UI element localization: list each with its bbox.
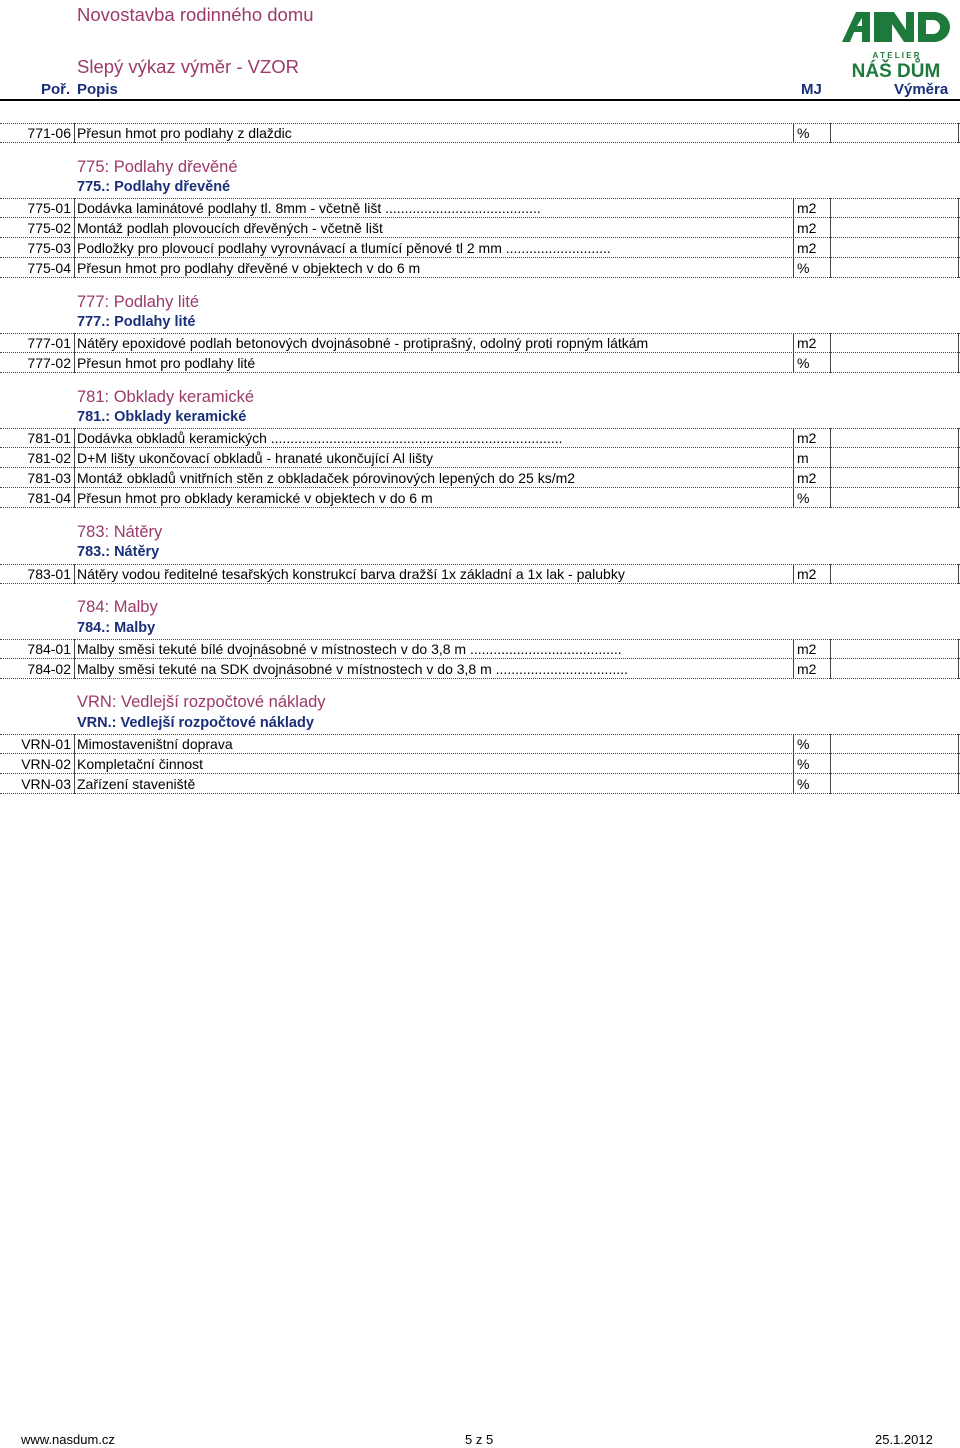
item-code: 775-01 <box>27 200 71 216</box>
item-code: VRN-01 <box>21 736 71 752</box>
item-description: Dodávka laminátové podlahy tl. 8mm - včetně lišt ........................................ <box>77 200 541 216</box>
item-code: VRN-03 <box>21 776 71 792</box>
section-subtitle: VRN.: Vedlejší rozpočtové náklady <box>77 715 314 731</box>
logo-nas-dum-text: NÁŠ DŮM <box>851 61 941 82</box>
item-unit: % <box>797 776 810 792</box>
table-row <box>0 754 960 774</box>
item-code: 784-02 <box>27 661 71 677</box>
item-unit: % <box>797 355 810 371</box>
item-unit: m2 <box>797 430 817 446</box>
table-row <box>0 258 960 278</box>
item-unit: m2 <box>797 200 817 216</box>
item-unit: m2 <box>797 566 817 582</box>
item-code: 781-03 <box>27 470 71 486</box>
item-description: Podložky pro plovoucí podlahy vyrovnávací a tlumící pěnové tl 2 mm ........................... <box>77 240 611 256</box>
item-description: Malby směsi tekuté na SDK dvojnásobné v místnostech v do 3,8 m .................................. <box>77 661 628 677</box>
table-row <box>0 639 960 659</box>
item-code: 781-02 <box>27 450 71 466</box>
table-row <box>0 774 960 794</box>
item-description: Přesun hmot pro obklady keramické v objektech v do 6 m <box>77 490 433 506</box>
section-title: 775: Podlahy dřevěné <box>77 158 238 176</box>
item-unit: % <box>797 260 810 276</box>
document-title: Novostavba rodinného domu <box>77 4 314 25</box>
atelier-nas-dum-logo <box>840 10 952 82</box>
table-row <box>0 238 960 258</box>
item-unit: m2 <box>797 240 817 256</box>
item-unit: % <box>797 756 810 772</box>
table-row <box>0 488 960 508</box>
item-unit: % <box>797 736 810 752</box>
item-unit: m2 <box>797 641 817 657</box>
table-row <box>0 333 960 353</box>
table-row <box>0 659 960 679</box>
section-title: 781: Obklady keramické <box>77 388 254 406</box>
item-description: Montáž podlah plovoucích dřevěných - včetně lišt <box>77 220 383 236</box>
item-code: 775-03 <box>27 240 71 256</box>
item-unit: m <box>797 450 809 466</box>
item-code: 781-01 <box>27 430 71 446</box>
col-header-por: Poř. <box>41 81 71 98</box>
item-description: Zařízení staveniště <box>77 776 196 792</box>
item-code: VRN-02 <box>21 756 71 772</box>
section-subtitle: 783.: Nátěry <box>77 544 160 560</box>
section-subtitle: 784.: Malby <box>77 620 156 636</box>
section-title: 784: Malby <box>77 598 158 616</box>
item-unit: % <box>797 490 810 506</box>
section-title: VRN: Vedlejší rozpočtové náklady <box>77 693 326 711</box>
table-row <box>0 564 960 584</box>
item-description: Malby směsi tekuté bílé dvojnásobné v místnostech v do 3,8 m ....................................... <box>77 641 622 657</box>
logo-atelier-text: A T E L I E R <box>872 51 920 60</box>
document-subtitle: Slepý výkaz výměr - VZOR <box>77 56 300 77</box>
item-description: D+M lišty ukončovací obkladů - hranaté ukončující Al lišty <box>77 450 434 466</box>
item-description: Přesun hmot pro podlahy z dlaždic <box>77 125 292 141</box>
footer-website: www.nasdum.cz <box>21 1432 115 1447</box>
item-code: 775-02 <box>27 220 71 236</box>
item-unit: m2 <box>797 335 817 351</box>
item-code: 775-04 <box>27 260 71 276</box>
item-description: Přesun hmot pro podlahy dřevěné v objektech v do 6 m <box>77 260 421 276</box>
item-unit: m2 <box>797 470 817 486</box>
section-title: 777: Podlahy lité <box>77 293 200 311</box>
item-code: 781-04 <box>27 490 71 506</box>
table-row <box>0 218 960 238</box>
section-subtitle: 777.: Podlahy lité <box>77 314 196 330</box>
section-subtitle: 781.: Obklady keramické <box>77 409 247 425</box>
item-description: Mimostaveništní doprava <box>77 736 233 752</box>
section-title: 783: Nátěry <box>77 523 163 541</box>
item-code: 771-06 <box>27 125 71 141</box>
item-description: Montáž obkladů vnitřních stěn z obkladaček pórovinových lepených do 25 ks/m2 <box>77 470 576 486</box>
section-subtitle: 775.: Podlahy dřevěné <box>77 179 231 195</box>
item-description: Přesun hmot pro podlahy lité <box>77 355 256 371</box>
item-description: Nátěry vodou ředitelné tesařských konstrukcí barva dražší 1x základní a 1x lak - palubky <box>77 566 625 582</box>
table-row <box>0 428 960 448</box>
footer-page-number: 5 z 5 <box>465 1432 494 1447</box>
item-unit: m2 <box>797 220 817 236</box>
table-row <box>0 123 960 143</box>
table-row <box>0 734 960 754</box>
table-row <box>0 198 960 218</box>
col-header-vymera: Výměra <box>894 81 949 98</box>
item-description: Kompletační činnost <box>77 756 204 772</box>
item-code: 777-02 <box>27 355 71 371</box>
item-unit: % <box>797 125 810 141</box>
item-description: Nátěry epoxidové podlah betonových dvojnásobné - protiprašný, odolný proti ropným látkám <box>77 335 649 351</box>
table-row <box>0 448 960 468</box>
col-header-popis: Popis <box>77 81 118 98</box>
item-code: 777-01 <box>27 335 71 351</box>
item-code: 783-01 <box>27 566 71 582</box>
footer-date: 25.1.2012 <box>875 1432 933 1447</box>
header-rule <box>0 99 960 101</box>
table-row <box>0 353 960 373</box>
item-code: 784-01 <box>27 641 71 657</box>
item-description: Dodávka obkladů keramických ........................................................................... <box>77 430 563 446</box>
item-unit: m2 <box>797 661 817 677</box>
table-row <box>0 468 960 488</box>
col-header-mj: MJ <box>801 81 822 98</box>
